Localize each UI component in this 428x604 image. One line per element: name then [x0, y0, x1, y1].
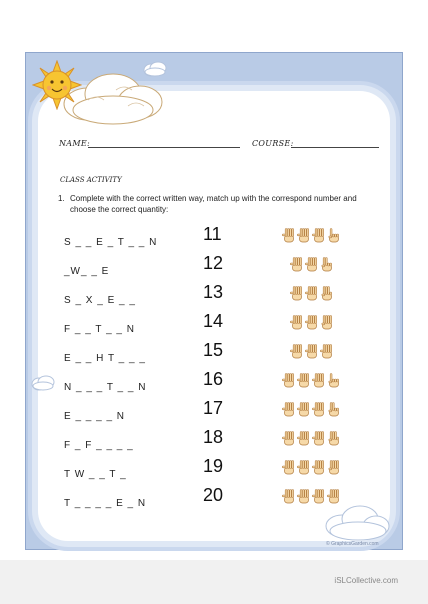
open-hand-icon [305, 343, 319, 359]
finger-count-hand-icon [320, 314, 334, 330]
open-hand-icon [282, 401, 296, 417]
number-item: 14 [203, 311, 224, 331]
open-hand-icon [290, 314, 304, 330]
open-hand-icon [290, 343, 304, 359]
open-hand-icon [282, 488, 296, 504]
finger-count-hand-icon [327, 372, 341, 388]
open-hand-icon [282, 372, 296, 388]
open-hand-icon [320, 343, 334, 359]
open-hand-icon [312, 430, 326, 446]
number-item: 20 [203, 485, 224, 505]
hand-row [290, 256, 334, 272]
open-hand-icon [297, 488, 311, 504]
open-hand-icon [305, 256, 319, 272]
open-hand-icon [312, 227, 326, 243]
number-item: 12 [203, 253, 224, 273]
open-hand-icon [312, 401, 326, 417]
open-hand-icon [297, 372, 311, 388]
hand-row [290, 314, 334, 330]
finger-count-hand-icon [327, 401, 341, 417]
name-label: NAME: [59, 139, 91, 148]
open-hand-icon [305, 314, 319, 330]
open-hand-icon [312, 372, 326, 388]
word-item: T _ _ _ _ E _ N [64, 498, 147, 509]
word-item: S _ X _ E _ _ [64, 295, 136, 306]
word-item: E _ _ _ _ N [64, 411, 126, 422]
illustration-credit: © GraphicsGarden.com [326, 541, 379, 547]
open-hand-icon [297, 430, 311, 446]
sun-icon [32, 60, 82, 110]
number-item: 15 [203, 340, 224, 360]
finger-count-hand-icon [327, 459, 341, 475]
open-hand-icon [305, 285, 319, 301]
open-hand-icon [297, 401, 311, 417]
cloud-bottom-right-illustration [322, 502, 392, 542]
hand-row [282, 430, 341, 446]
hand-row [282, 459, 341, 475]
hand-row [282, 401, 341, 417]
finger-count-hand-icon [320, 285, 334, 301]
open-hand-icon [297, 459, 311, 475]
open-hand-icon [312, 459, 326, 475]
number-item: 18 [203, 427, 224, 447]
hand-row [282, 372, 341, 388]
cloud-small-left [30, 374, 56, 392]
number-item: 19 [203, 456, 224, 476]
hand-row [282, 488, 341, 504]
word-item: T W _ _ T _ [64, 469, 127, 480]
hand-row [282, 227, 341, 243]
open-hand-icon [282, 227, 296, 243]
word-item: S _ _ E _ T _ _ N [64, 237, 158, 248]
open-hand-icon [282, 430, 296, 446]
word-item: E _ _ H T _ _ _ [64, 353, 146, 364]
word-item: F _ _ T _ _ N [64, 324, 135, 335]
instruction-text: Complete with the correct written way, match up with the correspond number and choose the correct quantity: [70, 194, 357, 214]
word-item: N _ _ _ T _ _ N [64, 382, 147, 393]
word-item: F _ F _ _ _ _ [64, 440, 134, 451]
cloud-small-top-right [142, 60, 168, 78]
finger-count-hand-icon [327, 227, 341, 243]
open-hand-icon [297, 227, 311, 243]
activity-title: CLASS ACTIVITY [60, 176, 122, 184]
open-hand-icon [282, 459, 296, 475]
hand-row [290, 285, 334, 301]
number-item: 16 [203, 369, 224, 389]
finger-count-hand-icon [320, 256, 334, 272]
open-hand-icon [290, 285, 304, 301]
open-hand-icon [290, 256, 304, 272]
instructions [58, 193, 383, 215]
number-item: 17 [203, 398, 224, 418]
open-hand-icon [312, 488, 326, 504]
name-field[interactable] [88, 147, 240, 148]
finger-count-hand-icon [327, 430, 341, 446]
number-item: 13 [203, 282, 224, 302]
open-hand-icon [327, 488, 341, 504]
word-item: _W_ _ E [64, 266, 110, 277]
number-item: 11 [203, 224, 222, 244]
course-field[interactable] [291, 147, 379, 148]
footer-site-name: iSLCollective.com [334, 576, 398, 585]
instruction-number: 1. [58, 194, 65, 203]
hand-row [290, 343, 334, 359]
course-label: COURSE: [252, 139, 294, 148]
